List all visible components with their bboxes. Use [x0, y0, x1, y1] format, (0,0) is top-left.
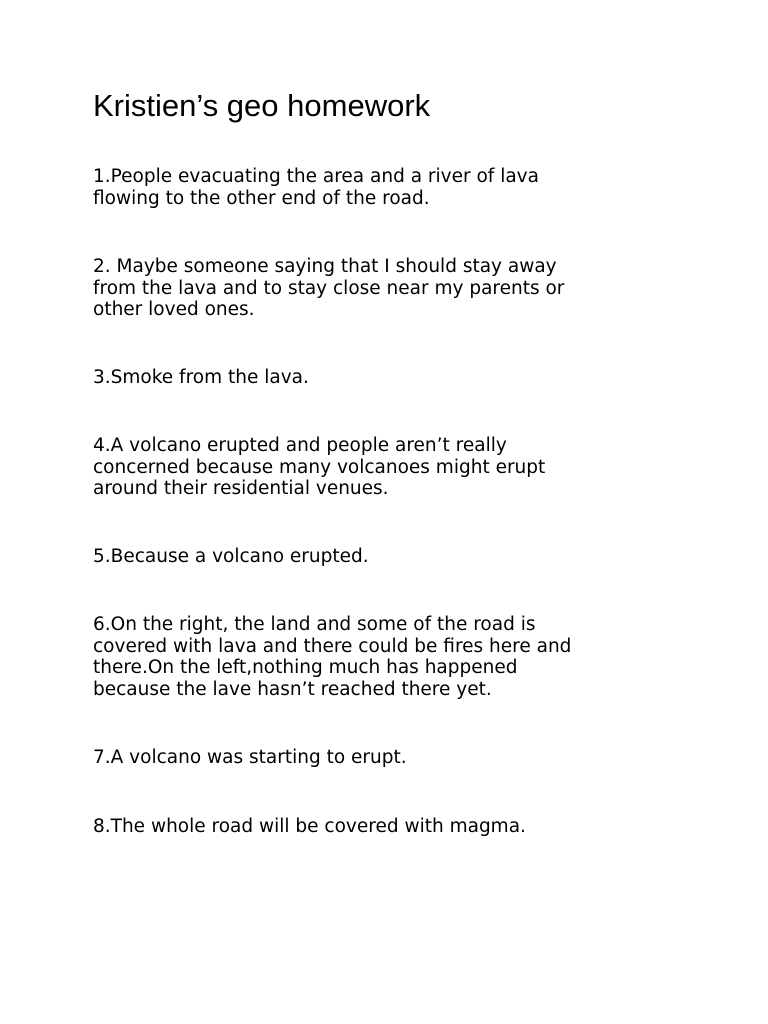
- answer-6: 6.On the right, the land and some of the road is covered with lava and there could be fires here and there.On the left,nothing much has happened because the lave hasn’t reached there yet.: [93, 614, 572, 700]
- answer-2: 2. Maybe someone saying that I should stay away from the lava and to stay close near my parents or other loved ones.: [93, 256, 565, 320]
- answer-8: 8.The whole road will be covered with magma.: [93, 816, 526, 837]
- answer-3: 3.Smoke from the lava.: [93, 367, 309, 388]
- answer-7: 7.A volcano was starting to erupt.: [93, 747, 407, 768]
- answer-1: 1.People evacuating the area and a river of lava flowing to the other end of the road.: [93, 166, 539, 209]
- answer-4: 4.A volcano erupted and people aren’t really concerned because many volcanoes might erupt around their residential venues.: [93, 435, 546, 499]
- document-title: Kristien’s geo homework: [93, 88, 431, 123]
- answer-5: 5.Because a volcano erupted.: [93, 546, 369, 567]
